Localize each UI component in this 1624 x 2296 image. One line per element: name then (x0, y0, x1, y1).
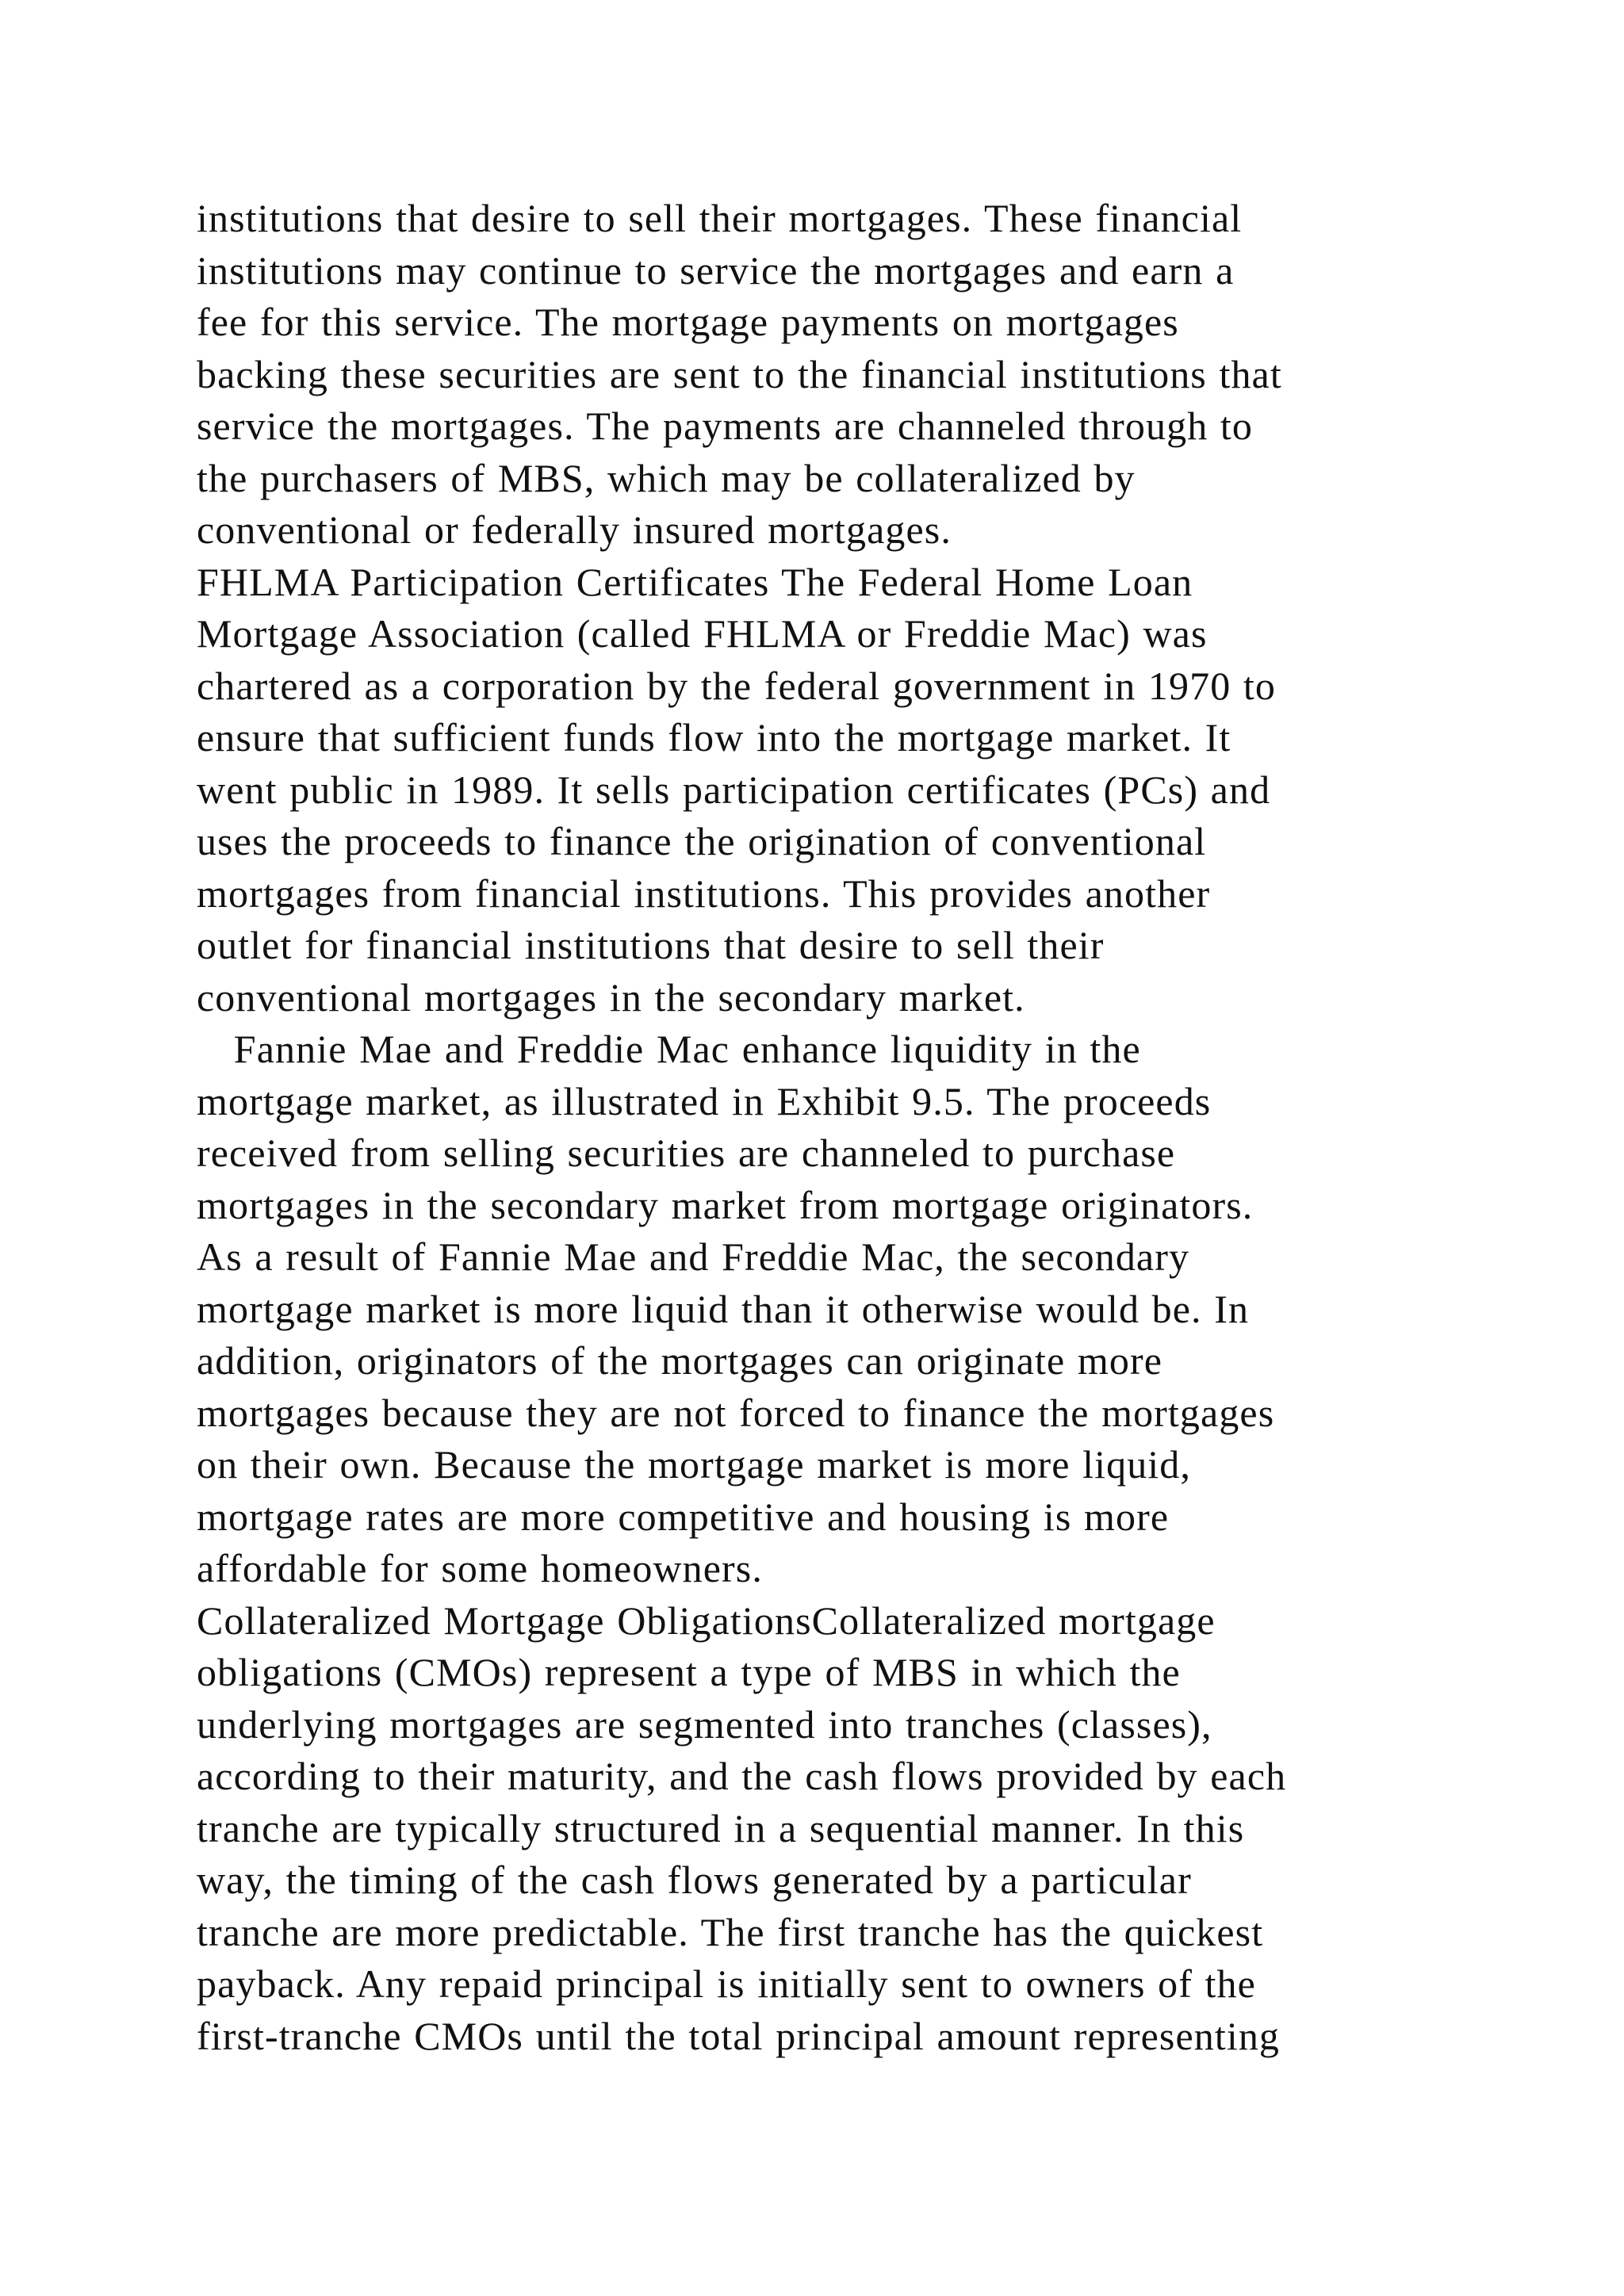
text-line: way, the timing of the cash flows generated by a particular (197, 1858, 1192, 1902)
body-text (197, 193, 1465, 2062)
text-line: tranche are typically structured in a sequential manner. In this (197, 1805, 1245, 1850)
text-line: uses the proceeds to finance the origination of conventional (197, 819, 1207, 863)
text-line: payback. Any repaid principal is initially sent to owners of the (197, 1961, 1256, 2006)
text-line: service the mortgages. The payments are channeled through to (197, 404, 1254, 448)
text-line: first-tranche CMOs until the total principal amount representing (197, 2013, 1281, 2058)
text-line: chartered as a corporation by the federal government in 1970 to (197, 663, 1277, 708)
text-line: went public in 1989. It sells participation certificates (PCs) and (197, 767, 1271, 812)
text-line: according to their maturity, and the cash flows provided by each (197, 1754, 1287, 1798)
text-line: mortgage rates are more competitive and housing is more (197, 1494, 1170, 1539)
text-line: mortgage market, as illustrated in Exhibit 9.5. The proceeds (197, 1078, 1212, 1123)
text-line: As a result of Fannie Mae and Freddie Mac, the secondary (197, 1234, 1190, 1279)
text-line: tranche are more predictable. The first tranche has the quickest (197, 1909, 1264, 1954)
text-line: affordable for some homeowners. (197, 1546, 763, 1590)
text-line: fee for this service. The mortgage payments on mortgages (197, 300, 1179, 344)
text-line: obligations (CMOs) represent a type of MBS in which the (197, 1650, 1181, 1694)
text-line: ensure that sufficient funds flow into the mortgage market. It (197, 715, 1231, 760)
text-line: FHLMA Participation Certificates The Federal Home Loan (197, 559, 1193, 604)
text-line: outlet for financial institutions that desire to sell their (197, 923, 1105, 967)
text-line: conventional or federally insured mortgages. (197, 507, 952, 552)
text-line: institutions that desire to sell their mortgages. These financial (197, 196, 1243, 240)
text-line: conventional mortgages in the secondary market. (197, 974, 1025, 1020)
text-line: institutions may continue to service the mortgages and earn a (197, 247, 1235, 293)
text-line: on their own. Because the mortgage market is more liquid, (197, 1442, 1191, 1487)
text-line: Fannie Mae and Freddie Mac enhance liquidity in the (197, 1027, 1141, 1071)
text-line: underlying mortgages are segmented into tranches (classes), (197, 1701, 1212, 1747)
text-line: mortgage market is more liquid than it otherwise would be. In (197, 1286, 1250, 1331)
text-line: mortgages in the secondary market from mortgage originators. (197, 1182, 1254, 1227)
text-line: addition, originators of the mortgages can originate more (197, 1338, 1163, 1383)
text-line: Collateralized Mortgage ObligationsCollateralized mortgage (197, 1598, 1216, 1643)
text-line: received from selling securities are channeled to purchase (197, 1131, 1176, 1175)
text-line: backing these securities are sent to the financial institutions that (197, 351, 1282, 396)
text-line: Mortgage Association (called FHLMA or Freddie Mac) was (197, 611, 1208, 656)
text-line: mortgages from financial institutions. This provides another (197, 871, 1211, 916)
text-line: mortgages because they are not forced to finance the mortgages (197, 1390, 1275, 1435)
text-line: the purchasers of MBS, which may be collateralized by (197, 455, 1136, 500)
